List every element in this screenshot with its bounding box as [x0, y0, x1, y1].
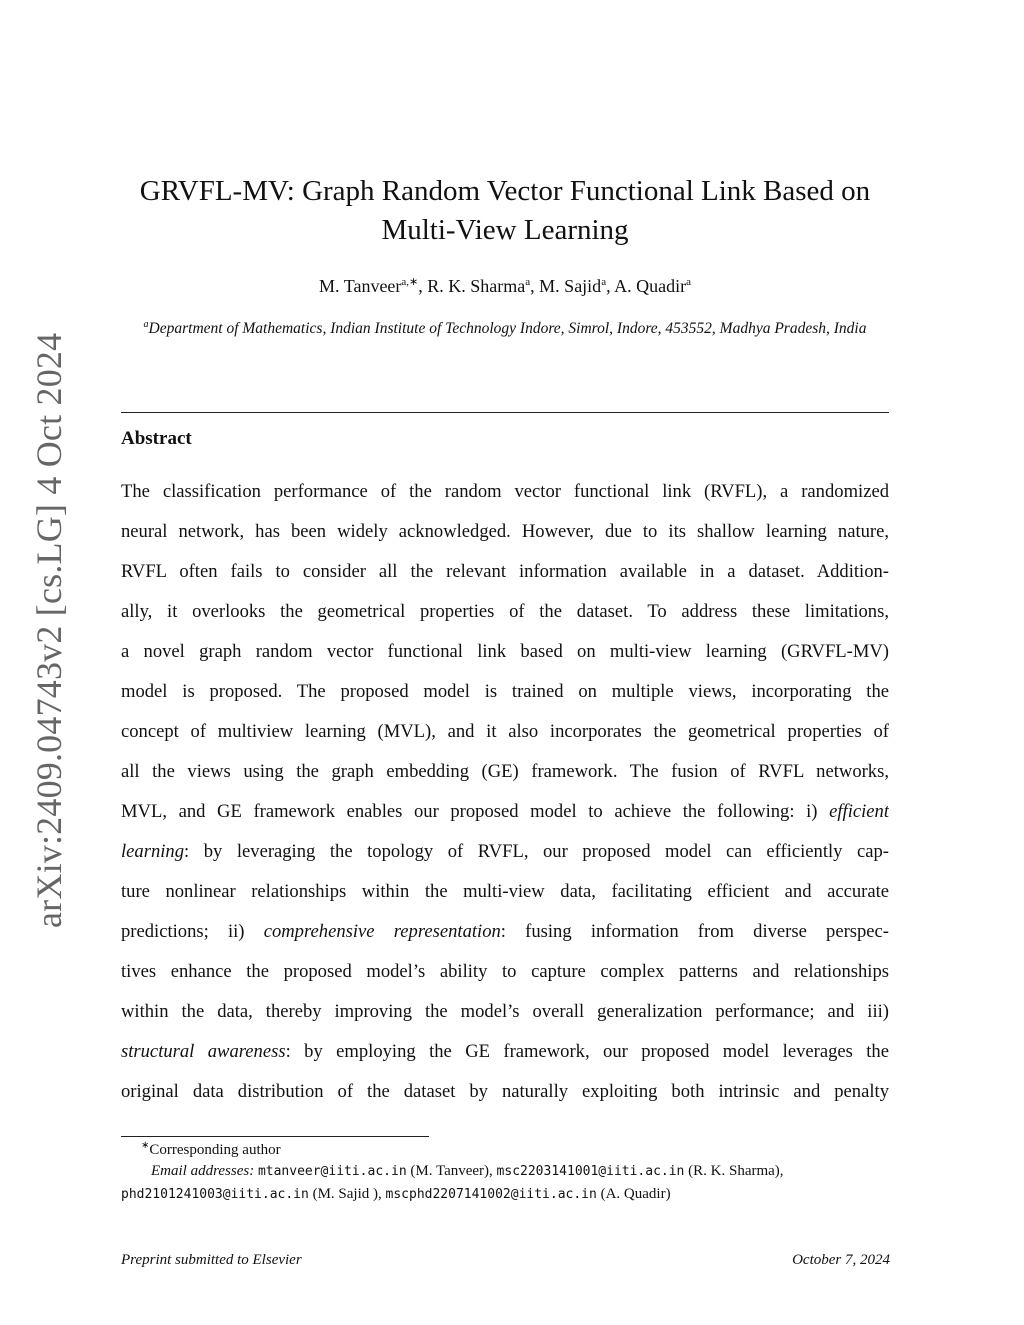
email-label: Email addresses: — [151, 1163, 255, 1179]
abstract-text: model is proposed. The proposed model is trained on multiple views, incorporating the — [121, 681, 889, 702]
abstract-emphasis: structural awareness — [121, 1041, 286, 1062]
abstract-line — [121, 798, 889, 838]
affiliation-text: Department of Mathematics, Indian Institute of Technology Indore, Simrol, Indore, 453552, Madhya Pradesh, India — [148, 320, 867, 338]
affiliation — [130, 314, 880, 339]
author-sup: a,∗ — [401, 276, 419, 288]
abstract-top-rule — [121, 412, 889, 413]
abstract-heading: Abstract — [121, 428, 192, 449]
footnote-rule — [121, 1136, 429, 1137]
abstract-text: all the views using the graph embedding (GE) framework. The fusion of RVFL networks, — [121, 761, 889, 782]
email-link[interactable]: msc2203141001@iiti.ac.in — [496, 1164, 685, 1179]
email-owner: (M. Sajid ), — [312, 1186, 382, 1202]
abstract-line — [121, 758, 889, 798]
abstract-text: within the data, thereby improving the model’s overall generalization performance; and iii) — [121, 1001, 889, 1022]
abstract-text: The classification performance of the random vector functional link (RVFL), a randomized — [121, 481, 889, 502]
abstract-emphasis: efficient — [829, 801, 889, 822]
abstract-line — [121, 518, 889, 558]
author-sup: a — [686, 276, 691, 288]
abstract-text: MVL, and GE framework enables our proposed model to achieve the following: i) — [121, 801, 830, 822]
abstract-text: : fusing information from diverse perspec- — [500, 921, 889, 942]
author-name: M. Sajid — [539, 276, 602, 296]
email-link[interactable]: mscphd2207141002@iiti.ac.in — [385, 1187, 597, 1202]
abstract-text: RVFL often fails to consider all the relevant information available in a dataset. Addition- — [121, 561, 889, 582]
abstract-text: : by leveraging the topology of RVFL, our proposed model can efficiently cap- — [184, 841, 889, 862]
abstract-emphasis: comprehensive representation — [263, 921, 501, 942]
email-owner: (R. K. Sharma), — [688, 1163, 784, 1179]
abstract-line — [121, 998, 889, 1038]
corresponding-author-note — [141, 1140, 281, 1159]
abstract-text: ally, it overlooks the geometrical properties of the dataset. To address these limitations, — [121, 601, 889, 622]
abstract-text: ture nonlinear relationships within the multi-view data, facilitating efficient and accurate — [121, 881, 889, 902]
email-owner: (A. Quadir) — [600, 1186, 671, 1202]
abstract-text: neural network, has been widely acknowledged. However, due to its shallow learning nature, — [121, 521, 889, 542]
author-name: R. K. Sharma — [427, 276, 526, 296]
abstract-line — [121, 638, 889, 678]
abstract-line — [121, 918, 889, 958]
abstract-text: : by employing the GE framework, our proposed model leverages the — [285, 1041, 889, 1062]
footer-preprint: Preprint submitted to Elsevier — [121, 1252, 302, 1268]
abstract-line — [121, 478, 889, 518]
abstract-line — [121, 558, 889, 598]
author-sup: a — [525, 276, 531, 288]
email-owner: (M. Tanveer), — [410, 1163, 493, 1179]
abstract-line — [121, 958, 889, 998]
abstract-text: tives enhance the proposed model’s ability to capture complex patterns and relationships — [121, 961, 889, 982]
email-link[interactable]: mtanveer@iiti.ac.in — [257, 1164, 407, 1179]
email-link[interactable]: phd2101241003@iiti.ac.in — [121, 1187, 309, 1202]
abstract-text: concept of multiview learning (MVL), and it also incorporates the geometrical properties of — [121, 721, 889, 742]
author-list: M. Tanveer$^{a,∗}$, R. K. Sharma$^a$, M. Sajid$^a$, A. Quadir$^a$ — [319, 276, 691, 296]
title-line-2: Multi-View Learning — [381, 214, 629, 246]
arxiv-id[interactable]: arXiv:2409.04743v2 [cs.LG] 4 Oct 2024 — [29, 332, 69, 928]
author-name: M. Tanveer — [319, 276, 402, 296]
abstract-text: original data distribution of the dataset by naturally exploiting both intrinsic and penalty — [121, 1081, 889, 1102]
title-line-1: GRVFL-MV: Graph Random Vector Functional Link Based on — [139, 175, 871, 207]
abstract-line — [121, 1078, 889, 1118]
abstract-line — [121, 718, 889, 758]
abstract-text: predictions; ii) — [121, 921, 264, 942]
paper-title — [120, 172, 890, 250]
abstract-line — [121, 878, 889, 918]
arxiv-stamp — [15, 332, 79, 928]
footer-date: October 7, 2024 — [792, 1252, 890, 1268]
corresponding-text: Corresponding author — [149, 1142, 281, 1158]
abstract-emphasis: learning — [121, 841, 185, 862]
author-name: A. Quadir — [614, 276, 687, 296]
abstract-line — [121, 598, 889, 638]
abstract-body — [121, 478, 889, 1118]
abstract-line — [121, 678, 889, 718]
affiliation-sup: a — [143, 319, 149, 330]
email-footnote — [121, 1160, 841, 1206]
author-sup: a — [601, 276, 607, 288]
abstract-line — [121, 1038, 889, 1078]
abstract-line — [121, 838, 889, 878]
abstract-text: a novel graph random vector functional link based on multi-view learning (GRVFL-MV) — [121, 641, 889, 662]
corresponding-sup: ∗ — [141, 1140, 150, 1151]
